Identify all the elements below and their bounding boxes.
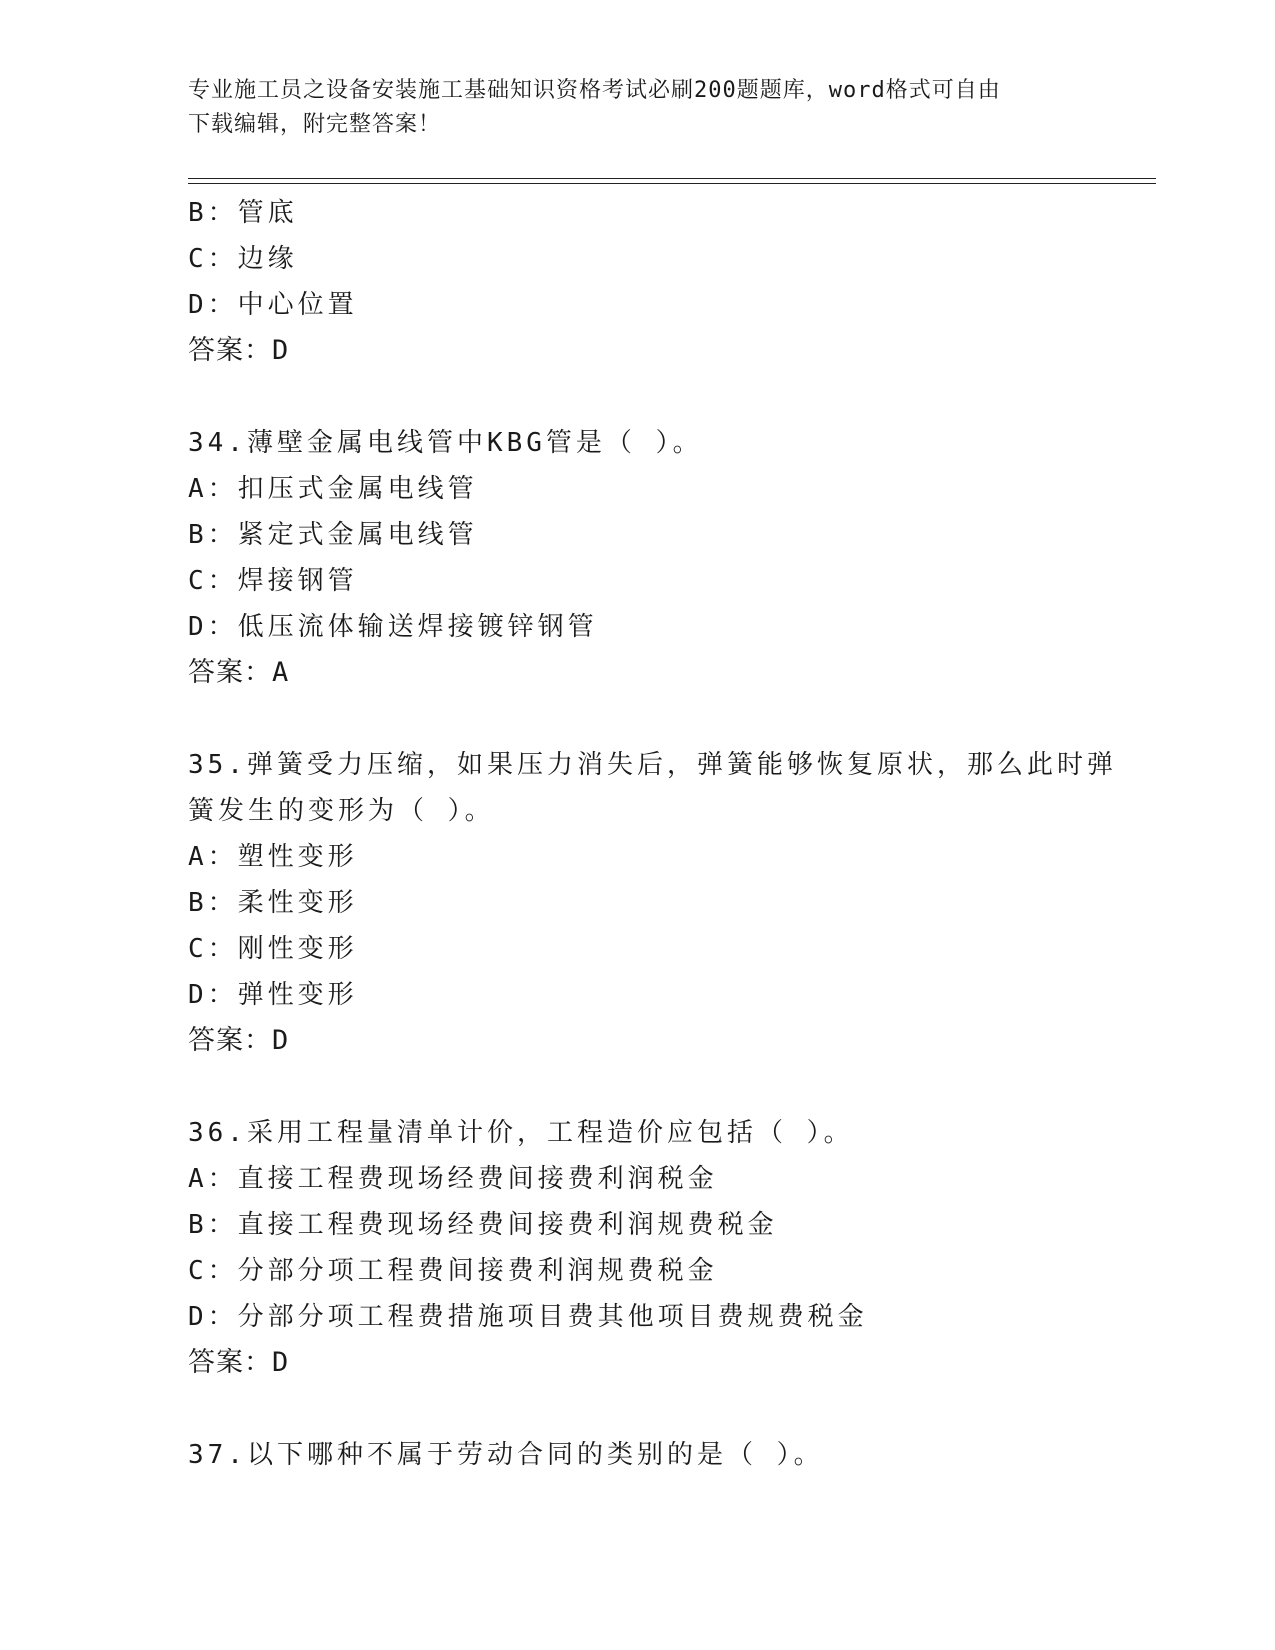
spacer xyxy=(188,1064,1088,1110)
option-d: D：低压流体输送焊接镀锌钢管 xyxy=(188,612,598,642)
option-a: A：直接工程费现场经费间接费利润税金 xyxy=(188,1164,718,1194)
option-c: C：焊接钢管 xyxy=(188,566,358,596)
header-line-1: 专业施工员之设备安装施工基础知识资格考试必刷200题题库，word格式可自由 xyxy=(188,78,1001,103)
option-c: C：边缘 xyxy=(188,244,298,274)
question-text: 34.薄壁金属电线管中KBG管是（ ）。 xyxy=(188,428,703,458)
option-b: B：直接工程费现场经费间接费利润规费税金 xyxy=(188,1210,778,1240)
answer: 答案：D xyxy=(188,1347,290,1378)
header-line-2: 下载编辑，附完整答案！ xyxy=(188,112,442,137)
option-b: B：紧定式金属电线管 xyxy=(188,520,478,550)
option-b: B：柔性变形 xyxy=(188,888,358,918)
question-37 xyxy=(188,1432,1088,1478)
option-d: D：中心位置 xyxy=(188,290,358,320)
question-text-line-2: 簧发生的变形为（ ）。 xyxy=(188,796,495,826)
spacer xyxy=(188,696,1088,742)
option-b: B：管底 xyxy=(188,198,298,228)
question-list xyxy=(188,190,1117,1478)
option-d: D：分部分项工程费措施项目费其他项目费规费税金 xyxy=(188,1302,868,1332)
answer: 答案：D xyxy=(188,335,290,366)
question-text: 37.以下哪种不属于劳动合同的类别的是（ ）。 xyxy=(188,1440,824,1470)
question-text-line-1: 35.弹簧受力压缩，如果压力消失后，弹簧能够恢复原状，那么此时弹 xyxy=(188,750,1117,780)
answer: 答案：A xyxy=(188,657,290,688)
header-divider-top xyxy=(188,178,1156,179)
question-33 xyxy=(188,190,1088,374)
question-35 xyxy=(188,742,1117,1064)
question-36 xyxy=(188,1110,1088,1386)
spacer xyxy=(188,374,1088,420)
question-text: 36.采用工程量清单计价，工程造价应包括（ ）。 xyxy=(188,1118,854,1148)
option-a: A：扣压式金属电线管 xyxy=(188,474,478,504)
header-divider-bottom xyxy=(188,183,1156,184)
question-34 xyxy=(188,420,1088,696)
option-c: C：分部分项工程费间接费利润规费税金 xyxy=(188,1256,718,1286)
answer: 答案：D xyxy=(188,1025,290,1056)
document-header xyxy=(188,74,1088,142)
spacer xyxy=(188,1386,1088,1432)
option-d: D：弹性变形 xyxy=(188,980,358,1010)
option-a: A：塑性变形 xyxy=(188,842,358,872)
option-c: C：刚性变形 xyxy=(188,934,358,964)
